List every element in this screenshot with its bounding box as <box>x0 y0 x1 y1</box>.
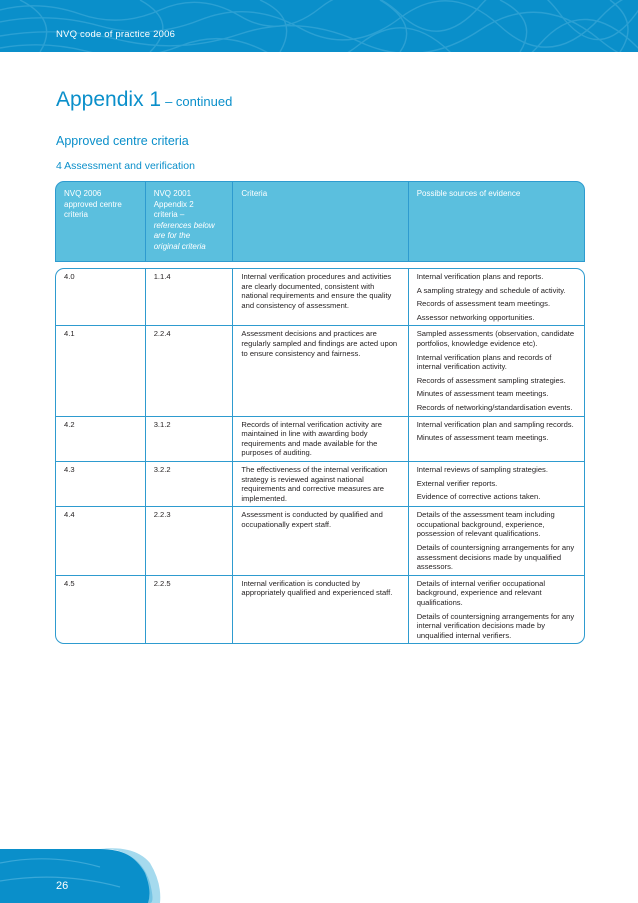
evidence-item: Details of the assessment team including occupational background, experience, possession of relevant qualifications. <box>416 510 555 539</box>
evidence-item: Records of assessment team meetings. <box>416 299 551 309</box>
header-criteria: Criteria <box>233 182 408 261</box>
cell-nvq2006: 4.4 <box>56 507 146 575</box>
evidence-item: Details of internal verifier occupational background, experience and relevant qualifications. <box>416 578 546 608</box>
cell-nvq2001: 2.2.5 <box>146 576 234 644</box>
table-row <box>56 461 584 506</box>
wave-pattern-decoration <box>0 0 638 52</box>
footer-band <box>0 843 638 903</box>
evidence-item: Records of networking/standardisation events. <box>416 402 573 412</box>
cell-criteria: Records of internal verification activity are maintained in line with awarding body requirements and made available for the purposes of auditing. <box>233 417 408 461</box>
cell-evidence <box>409 326 584 415</box>
table-row <box>56 575 584 644</box>
header-evidence: Possible sources of evidence <box>416 189 521 198</box>
section-heading: 4 Assessment and verification <box>56 160 195 172</box>
cell-nvq2006: 4.0 <box>56 269 146 325</box>
evidence-item: Assessor networking opportunities. <box>416 312 535 322</box>
evidence-item: Minutes of assessment team meetings. <box>416 433 549 443</box>
cell-nvq2001: 3.1.2 <box>146 417 234 461</box>
evidence-item: External verifier reports. <box>416 478 498 488</box>
cell-nvq2001: 2.2.4 <box>146 326 234 415</box>
table-row <box>56 506 584 575</box>
evidence-item: Evidence of corrective actions taken. <box>416 492 541 502</box>
cell-nvq2001: 2.2.3 <box>146 507 234 575</box>
table-header <box>55 181 585 262</box>
evidence-item: Sampled assessments (observation, candidate portfolios, knowledge evidence etc). <box>416 329 575 348</box>
evidence-item: Internal verification plan and sampling records. <box>416 419 574 429</box>
cell-criteria: Assessment decisions and practices are regularly sampled and findings are acted upon to ensure consistency and fairness. <box>233 326 408 415</box>
cell-nvq2006: 4.3 <box>56 462 146 506</box>
evidence-item: Details of countersigning arrangements for any internal verification decisions made by unqualified internal verifiers. <box>416 611 575 640</box>
header-nvq2006: NVQ 2006 approved centre criteria <box>56 182 146 261</box>
cell-evidence <box>409 576 584 644</box>
title-continued: – continued <box>165 94 233 109</box>
cell-nvq2006: 4.5 <box>56 576 146 644</box>
page-title <box>56 88 232 112</box>
evidence-item: A sampling strategy and schedule of activity. <box>416 285 566 295</box>
footer-wave-decoration <box>0 843 638 903</box>
table-row <box>56 416 584 461</box>
evidence-item: Internal verification plans and records of internal verification activity. <box>416 352 552 372</box>
subtitle: Approved centre criteria <box>56 134 189 148</box>
header-band <box>0 0 638 52</box>
title-main: Appendix 1 <box>56 88 162 111</box>
cell-nvq2001: 3.2.2 <box>146 462 234 506</box>
cell-evidence <box>409 462 584 506</box>
cell-criteria: The effectiveness of the internal verification strategy is reviewed against national requirements and corrective measures are implemented. <box>233 462 408 506</box>
criteria-table <box>55 181 585 644</box>
cell-nvq2006: 4.1 <box>56 326 146 415</box>
cell-evidence <box>409 507 584 575</box>
table-row <box>56 325 584 415</box>
evidence-item: Internal reviews of sampling strategies. <box>416 464 548 474</box>
page-number: 26 <box>56 880 69 892</box>
cell-nvq2001: 1.1.4 <box>146 269 234 325</box>
cell-nvq2006: 4.2 <box>56 417 146 461</box>
table-row <box>56 269 584 325</box>
evidence-item: Internal verification plans and reports. <box>416 272 544 281</box>
evidence-item: Records of assessment sampling strategies. <box>416 375 566 385</box>
header-nvq2001: NVQ 2001 Appendix 2 criteria – references below are for the original criteria <box>146 182 234 261</box>
cell-evidence <box>409 417 584 461</box>
cell-evidence <box>409 269 584 325</box>
cell-criteria: Internal verification is conducted by appropriately qualified and experienced staff. <box>233 576 408 644</box>
table-body <box>55 268 585 644</box>
cell-criteria: Assessment is conducted by qualified and occupationally expert staff. <box>233 507 408 575</box>
evidence-item: Minutes of assessment team meetings. <box>416 389 549 399</box>
evidence-item: Details of countersigning arrangements for any assessment decisions made by unqualified assessors. <box>416 543 575 572</box>
cell-criteria: Internal verification procedures and activities are clearly documented, consistent with national requirements and ensure the quality and consistency of assessment. <box>233 269 408 325</box>
running-header: NVQ code of practice 2006 <box>56 29 176 40</box>
